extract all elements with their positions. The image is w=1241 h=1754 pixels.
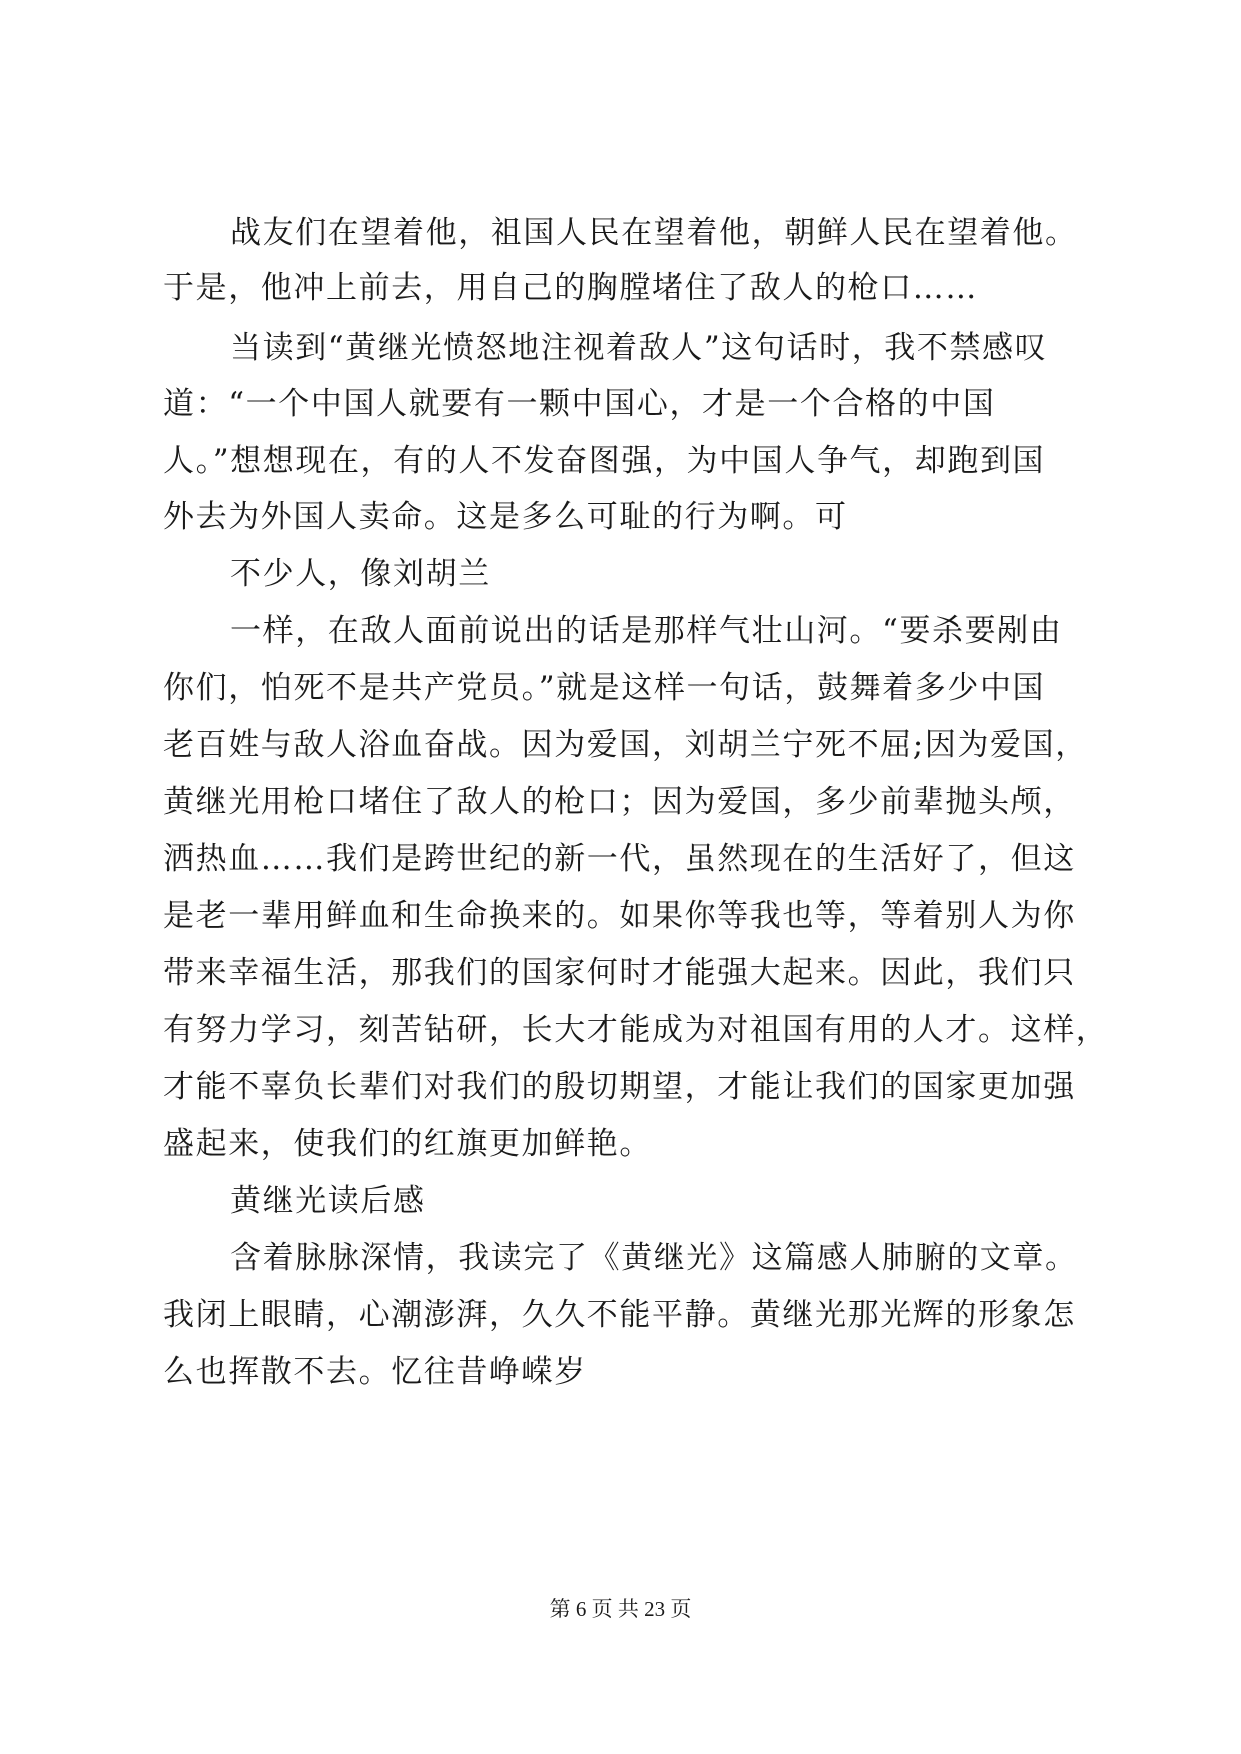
text-line: 是老一辈用鲜血和生命换来的。如果你等我也等，等着别人为你 <box>163 898 1076 934</box>
text-line: 才能不辜负长辈们对我们的殷切期望，才能让我们的国家更加强 <box>163 1069 1076 1105</box>
text-line: 你们，怕死不是共产党员。”就是这样一句话，鼓舞着多少中国 <box>163 670 1046 706</box>
section-heading: 黄继光读后感 <box>230 1183 426 1219</box>
text-line: 我闭上眼睛，心潮澎湃，久久不能平静。黄继光那光辉的形象怎 <box>163 1297 1076 1333</box>
text-line: 一样，在敌人面前说出的话是那样气壮山河。“要杀要剐由 <box>230 613 1063 649</box>
text-line: 么也挥散不去。忆往昔峥嵘岁 <box>163 1354 587 1390</box>
text-line: 道：“一个中国人就要有一颗中国心，才是一个合格的中国 <box>163 386 996 422</box>
text-line: 不少人，像刘胡兰 <box>230 556 491 592</box>
page-number-footer: 第 6 页 共 23 页 <box>549 1597 692 1621</box>
text-line: 当读到“黄继光愤怒地注视着敌人”这句话时，我不禁感叹 <box>230 330 1048 366</box>
text-line: 战友们在望着他，祖国人民在望着他，朝鲜人民在望着他。 <box>230 215 1078 251</box>
text-line: 洒热血……我们是跨世纪的新一代，虽然现在的生活好了，但这 <box>163 841 1076 877</box>
text-line: 有努力学习，刻苦钻研，长大才能成为对祖国有用的人才。这样， <box>163 1012 1109 1048</box>
text-line: 带来幸福生活，那我们的国家何时才能强大起来。因此，我们只 <box>163 955 1076 991</box>
text-line: 盛起来，使我们的红旗更加鲜艳。 <box>163 1126 652 1162</box>
text-line: 人。”想想现在，有的人不发奋图强，为中国人争气，却跑到国 <box>163 443 1046 479</box>
text-line: 外去为外国人卖命。这是多么可耻的行为啊。可 <box>163 499 848 535</box>
text-line: 黄继光用枪口堵住了敌人的枪口；因为爱国，多少前辈抛头颅， <box>163 784 1076 820</box>
text-line: 于是，他冲上前去，用自己的胸膛堵住了敌人的枪口…… <box>163 270 978 306</box>
text-line: 老百姓与敌人浴血奋战。因为爱国，刘胡兰宁死不屈;因为爱国， <box>163 727 1088 763</box>
text-line: 含着脉脉深情，我读完了《黄继光》这篇感人肺腑的文章。 <box>230 1240 1078 1276</box>
